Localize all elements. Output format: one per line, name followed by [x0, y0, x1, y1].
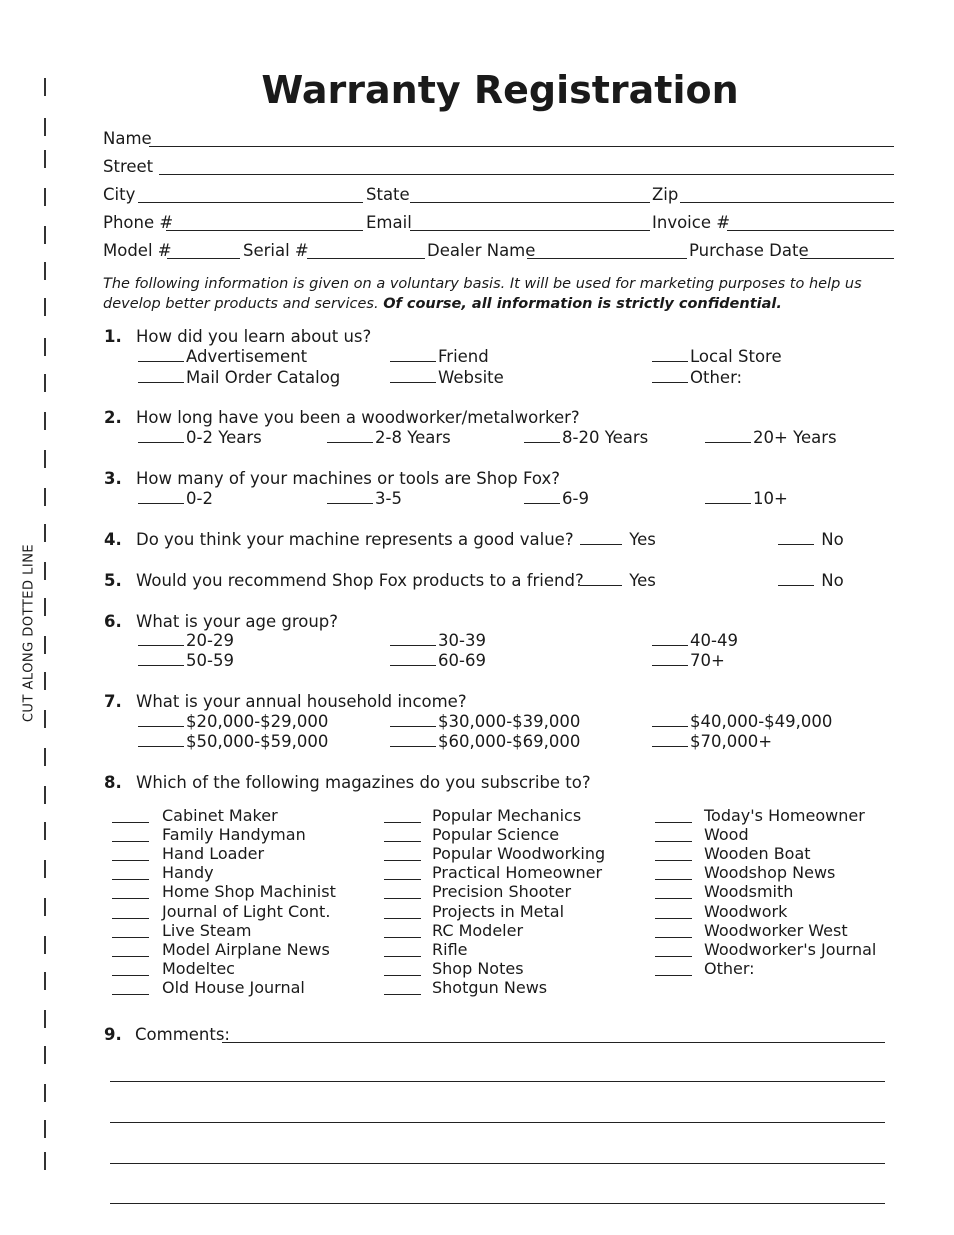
state-field[interactable]	[410, 183, 650, 203]
q7-option-40k[interactable]: $40,000-$49,000	[652, 712, 832, 731]
q3-text: How many of your machines or tools are Shop Fox?	[136, 469, 561, 488]
q3-option-3-5[interactable]: 3-5	[327, 489, 402, 508]
q6-option-20-29[interactable]: 20-29	[138, 631, 234, 650]
magazine-label: Model Airplane News	[162, 939, 330, 959]
q2-option-2-8[interactable]: 2-8 Years	[327, 428, 451, 447]
q1-number: 1.	[104, 327, 122, 346]
page-title: Warranty Registration	[261, 68, 739, 112]
model-serial-row	[103, 239, 898, 263]
magazine-label: Woodworker West	[704, 920, 848, 940]
q6-option-70-plus[interactable]: 70+	[652, 651, 725, 670]
magazine-checkbox-line[interactable]	[655, 960, 692, 976]
q4-text: Do you think your machine represents a good value?	[136, 530, 574, 549]
q7-option-70k-plus[interactable]: $70,000+	[652, 732, 772, 751]
comments-line-2[interactable]	[110, 1064, 885, 1082]
purchase-date-label: Purchase Date	[689, 241, 809, 260]
state-label: State	[366, 185, 410, 204]
magazine-checkbox-line[interactable]	[655, 845, 692, 861]
q8-number: 8.	[104, 773, 122, 792]
q1-option-other[interactable]: Other:	[652, 368, 742, 387]
magazine-checkbox-line[interactable]	[384, 826, 421, 842]
invoice-label: Invoice #	[652, 213, 731, 232]
q2-number: 2.	[104, 408, 122, 427]
magazine-checkbox-line[interactable]	[112, 864, 149, 880]
magazine-label: Handy	[162, 863, 214, 883]
magazine-checkbox-line[interactable]	[655, 883, 692, 899]
q5-option-no[interactable]: No	[778, 571, 844, 590]
q4-option-no[interactable]: No	[778, 530, 844, 549]
magazine-checkbox-line[interactable]	[384, 903, 421, 919]
q1-text: How did you learn about us?	[136, 327, 372, 346]
q2-option-0-2[interactable]: 0-2 Years	[138, 428, 262, 447]
magazine-label: Today's Homeowner	[704, 806, 865, 825]
q3-option-0-2[interactable]: 0-2	[138, 489, 213, 508]
magazine-label: Shotgun News	[432, 977, 548, 997]
magazine-label: Woodworker's Journal	[704, 939, 877, 959]
magazine-checkbox-line[interactable]	[112, 979, 149, 995]
phone-field[interactable]	[166, 211, 363, 231]
name-label: Name	[103, 129, 152, 148]
q1-option-website[interactable]: Website	[390, 368, 504, 387]
comments-line-4[interactable]	[110, 1146, 885, 1164]
magazine-checkbox-line[interactable]	[112, 960, 149, 976]
magazine-checkbox-line[interactable]	[384, 845, 421, 861]
q2-option-8-20[interactable]: 8-20 Years	[524, 428, 648, 447]
magazine-label: Woodwork	[704, 901, 788, 921]
q2-option-20-plus[interactable]: 20+ Years	[705, 428, 837, 447]
invoice-field[interactable]	[727, 211, 894, 231]
magazine-label: Modeltec	[162, 958, 235, 978]
serial-label: Serial #	[243, 241, 309, 260]
q8-text: Which of the following magazines do you subscribe to?	[136, 773, 591, 792]
magazine-label: Practical Homeowner	[432, 863, 603, 883]
magazine-checkbox-line[interactable]	[112, 845, 149, 861]
magazine-checkbox-line[interactable]	[655, 864, 692, 880]
q4-number: 4.	[104, 530, 122, 549]
magazine-label: Popular Science	[432, 825, 560, 845]
q7-option-30k[interactable]: $30,000-$39,000	[390, 712, 580, 731]
city-state-zip-row	[103, 183, 898, 207]
email-field[interactable]	[410, 211, 650, 231]
magazine-checkbox-line[interactable]	[655, 903, 692, 919]
q1-option-friend[interactable]: Friend	[390, 347, 489, 366]
q3-option-6-9[interactable]: 6-9	[524, 489, 589, 508]
magazine-label: Other:	[704, 958, 755, 978]
q7-option-50k[interactable]: $50,000-$59,000	[138, 732, 328, 751]
q9-number: 9.	[104, 1025, 122, 1044]
zip-field[interactable]	[680, 183, 894, 203]
q9-text: Comments:	[135, 1025, 230, 1044]
q6-text: What is your age group?	[136, 612, 339, 631]
comments-line-3[interactable]	[110, 1105, 885, 1123]
magazine-checkbox-line[interactable]	[655, 807, 692, 823]
q2-text: How long have you been a woodworker/metalworker?	[136, 408, 580, 427]
dealer-field[interactable]	[527, 239, 687, 259]
magazine-label: Rifle	[432, 939, 468, 959]
purchase-date-field[interactable]	[800, 239, 894, 259]
q5-text: Would you recommend Shop Fox products to a friend?	[136, 571, 584, 590]
q4-option-yes[interactable]: Yes	[580, 530, 656, 549]
magazine-checkbox-line[interactable]	[655, 922, 692, 938]
zip-label: Zip	[652, 185, 679, 204]
comments-line-1[interactable]	[222, 1025, 885, 1043]
magazine-checkbox-line[interactable]	[384, 960, 421, 976]
magazine-label: Projects in Metal	[432, 901, 565, 921]
magazine-label: Woodshop News	[704, 863, 836, 883]
dealer-label: Dealer Name	[427, 241, 536, 260]
q6-option-60-69[interactable]: 60-69	[390, 651, 486, 670]
name-field[interactable]	[149, 127, 894, 147]
magazine-label: Shop Notes	[432, 958, 524, 978]
serial-field[interactable]	[307, 239, 425, 259]
magazine-checkbox-line[interactable]	[384, 807, 421, 823]
magazine-checkbox-line[interactable]	[112, 826, 149, 842]
magazine-label: Family Handyman	[162, 825, 306, 845]
magazine-label: Home Shop Machinist	[162, 882, 336, 902]
city-field[interactable]	[138, 183, 363, 203]
magazine-checkbox-line[interactable]	[112, 922, 149, 938]
voluntary-note: The following information is given on a voluntary basis. It will be used for marketing purposes to help us develop better products and services. Of course, all information is strictly confidential.	[103, 276, 862, 312]
q1-option-local-store[interactable]: Local Store	[652, 347, 782, 366]
magazine-checkbox-line[interactable]	[112, 941, 149, 957]
q7-option-60k[interactable]: $60,000-$69,000	[390, 732, 580, 751]
model-field[interactable]	[167, 239, 240, 259]
q7-option-20k[interactable]: $20,000-$29,000	[138, 712, 328, 731]
magazine-checkbox-line[interactable]	[384, 922, 421, 938]
phone-email-invoice-row	[103, 211, 898, 235]
email-label: Email	[366, 213, 412, 232]
magazine-label: Popular Mechanics	[432, 806, 582, 825]
phone-label: Phone #	[103, 213, 174, 232]
magazine-checkbox-line[interactable]	[384, 883, 421, 899]
magazine-label: Old House Journal	[162, 977, 305, 997]
magazine-label: RC Modeler	[432, 920, 524, 940]
q7-text: What is your annual household income?	[136, 692, 467, 711]
magazine-checkbox-line[interactable]	[655, 941, 692, 957]
q3-number: 3.	[104, 469, 122, 488]
city-label: City	[103, 185, 136, 204]
q3-option-10-plus[interactable]: 10+	[705, 489, 788, 508]
q5-number: 5.	[104, 571, 122, 590]
magazine-label: Live Steam	[162, 920, 252, 940]
magazine-checkbox-line[interactable]	[112, 883, 149, 899]
comments-line-5[interactable]	[110, 1186, 885, 1204]
magazine-label: Journal of Light Cont.	[162, 901, 331, 921]
q6-option-40-49[interactable]: 40-49	[652, 631, 738, 650]
q6-option-30-39[interactable]: 30-39	[390, 631, 486, 650]
q1-option-mail-order[interactable]: Mail Order Catalog	[138, 368, 340, 387]
magazine-checkbox-line[interactable]	[112, 903, 149, 919]
street-row	[103, 155, 898, 179]
magazine-label: Hand Loader	[162, 844, 265, 864]
q7-number: 7.	[104, 692, 122, 711]
magazine-checkbox-line[interactable]	[384, 941, 421, 957]
magazine-label: Woodsmith	[704, 882, 794, 902]
street-label: Street	[103, 157, 154, 176]
magazine-label: Precision Shooter	[432, 882, 572, 902]
magazine-label: Wood	[704, 825, 749, 845]
magazine-label: Cabinet Maker	[162, 806, 278, 825]
magazine-checkbox-line[interactable]	[655, 826, 692, 842]
magazine-checkbox-line[interactable]	[384, 979, 421, 995]
model-label: Model #	[103, 241, 172, 260]
magazine-label: Wooden Boat	[704, 844, 811, 864]
magazine-checkbox-line[interactable]	[384, 864, 421, 880]
q1-option-advertisement[interactable]: Advertisement	[138, 347, 307, 366]
name-row	[103, 127, 898, 151]
q6-number: 6.	[104, 612, 122, 631]
magazine-label: Popular Woodworking	[432, 844, 606, 864]
q6-option-50-59[interactable]: 50-59	[138, 651, 234, 670]
q5-option-yes[interactable]: Yes	[580, 571, 656, 590]
street-field[interactable]	[159, 155, 894, 175]
magazine-checkbox-line[interactable]	[112, 807, 149, 823]
